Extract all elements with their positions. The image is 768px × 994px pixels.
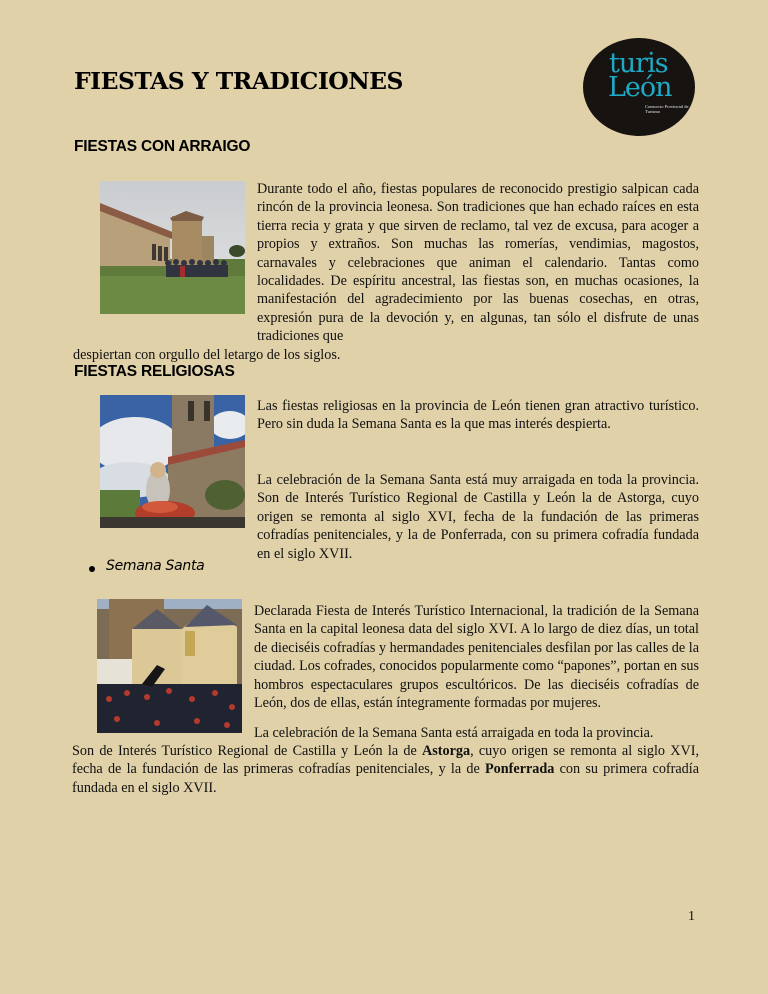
semana-santa-paragraph2-rest <box>72 742 699 797</box>
bold-ponferrada: Ponferrada <box>485 761 555 778</box>
semana-santa-paragraph1: Declarada Fiesta de Interés Turístico Internacional, la tradición de la Semana Santa en la capital leonesa data del siglo XVI. A lo largo de diez días, un total de dieciséis cofradías y hermandades penitenciales desfilan por las calles de la ciudad. Los cofrades, conocidos popularmente como “papones”, portan en sus hombros espectaculares grupos escultóricos. De las dieciséis cofradías de León, dos de ellas, están íntegramente formadas por mujeres. <box>254 603 699 712</box>
section-religiosas-paragraph2: La celebración de la Semana Santa está muy arraigada en toda la provincia. Son de Interés Turístico Regional de Castilla y León la de Astorga, cuyo origen se remonta al siglo XVI, fecha de la fundación de las primeras cofradías penitenciales, y la de Ponferrada, con su primera cofradía fundada en el siglo XVII. <box>257 472 699 562</box>
semana-santa-image-icon <box>97 599 242 733</box>
text-run: , cuyo origen se remonta al siglo XVI, fecha de la fundación de las primeras cofradías penitenciales, y la de <box>72 743 699 778</box>
turisleon-logo <box>583 38 695 136</box>
bullet-icon <box>89 566 95 572</box>
procession-image-icon <box>100 395 245 528</box>
subsection-heading-semana-santa: Semana Santa <box>106 558 205 574</box>
section-arraigo-paragraph-tail: despiertan con orgullo del letargo de los siglos. <box>73 347 341 363</box>
section-arraigo-paragraph: Durante todo el año, fiestas populares de reconocido prestigio salpican cada rincón de la provincia leonesa. Son tradiciones que han echado raíces en esta tierra recia y grata y que sirven de reclamo, tal vez de excusa, para acoger a propios y extraños. Son muchas las romerías, vendimias, magostos, carnavales y celebraciones que animan el calendario. Tantas como localidades. De espíritu ancestral, las fiestas son, en muchas ocasiones, la manifestación del agradecimiento por las buenas cosechas, en otras, expresión pura de la devoción y, en algunas, tan sólo el disfrute de unas tradiciones que <box>257 181 699 345</box>
page-number: 1 <box>688 909 695 924</box>
text-run: Son de Interés Turístico Regional de Castilla y León la de <box>72 743 422 759</box>
monastery-photo <box>100 181 245 314</box>
logo-subtitle: Consorcio Provincial de Turismo <box>645 104 689 114</box>
section-heading-fiestas-con-arraigo: FIESTAS CON ARRAIGO <box>74 138 251 155</box>
monastery-image-icon <box>100 181 245 314</box>
bold-astorga: Astorga <box>421 743 471 759</box>
section-heading-fiestas-religiosas: FIESTAS RELIGIOSAS <box>74 363 235 380</box>
semana-santa-paragraph2-first-line: La celebración de la Semana Santa está arraigada en toda la provincia. <box>254 725 654 741</box>
semana-santa-photo <box>97 599 242 733</box>
section-religiosas-paragraph1: Las fiestas religiosas en la provincia de León tienen gran atractivo turístico. Pero sin duda la Semana Santa es la que mas interés despierta. <box>257 398 699 433</box>
logo-line2: León <box>608 72 672 103</box>
procession-photo <box>100 395 245 528</box>
text-run: con su primera cofradía fundada en el siglo XVII. <box>72 761 700 796</box>
page-title: FIESTAS Y TRADICIONES <box>74 68 403 95</box>
logo-line1: turis <box>609 48 668 79</box>
